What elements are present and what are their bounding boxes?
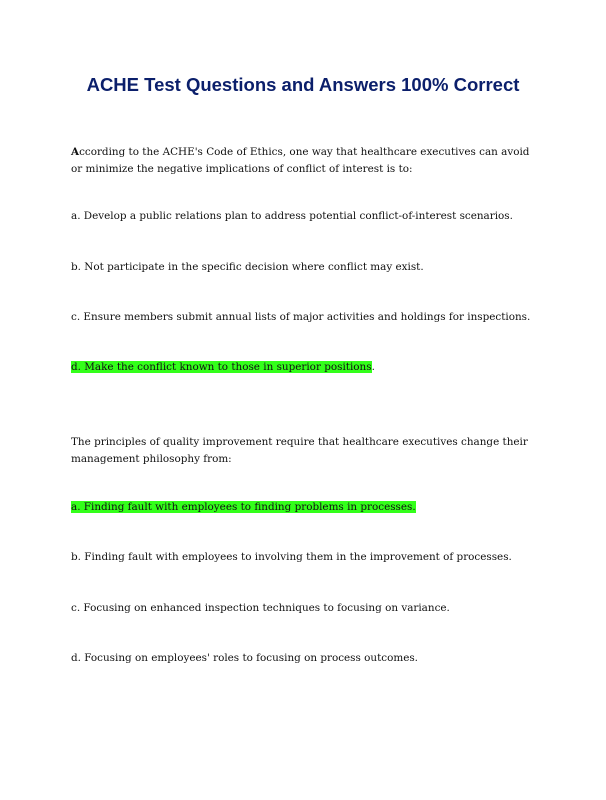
question-2-option-d: d. Focusing on employees' roles to focusing on process outcomes. — [71, 652, 418, 664]
correct-answer-highlight: a. Finding fault with employees to finding problems in processes. — [71, 501, 416, 513]
question-2-option-b: b. Finding fault with employees to involving them in the improvement of processes. — [71, 551, 512, 563]
question-1-lead-letter: A — [71, 146, 80, 158]
question-1-option-d-period: . — [371, 361, 375, 373]
question-1-stem — [71, 144, 541, 178]
question-2-option-a — [71, 499, 541, 516]
question-1-option-a: a. Develop a public relations plan to address potential conflict-of-interest scenarios. — [71, 210, 513, 222]
question-2-option-c: c. Focusing on enhanced inspection techniques to focusing on variance. — [71, 602, 450, 614]
document-title: ACHE Test Questions and Answers 100% Correct — [86, 74, 520, 95]
question-1-option-d — [71, 359, 541, 376]
question-2-stem: The principles of quality improvement require that healthcare executives change their management philosophy from: — [71, 436, 528, 465]
correct-answer-highlight: d. Make the conflict known to those in superior positions — [71, 361, 372, 373]
question-1-option-b: b. Not participate in the specific decision where conflict may exist. — [71, 261, 424, 273]
question-1-option-c: c. Ensure members submit annual lists of major activities and holdings for inspections. — [71, 311, 531, 323]
question-1-stem-text: ccording to the ACHE's Code of Ethics, one way that healthcare executives can avoid or minimize the negative implications of conflict of interest is to: — [71, 146, 530, 175]
